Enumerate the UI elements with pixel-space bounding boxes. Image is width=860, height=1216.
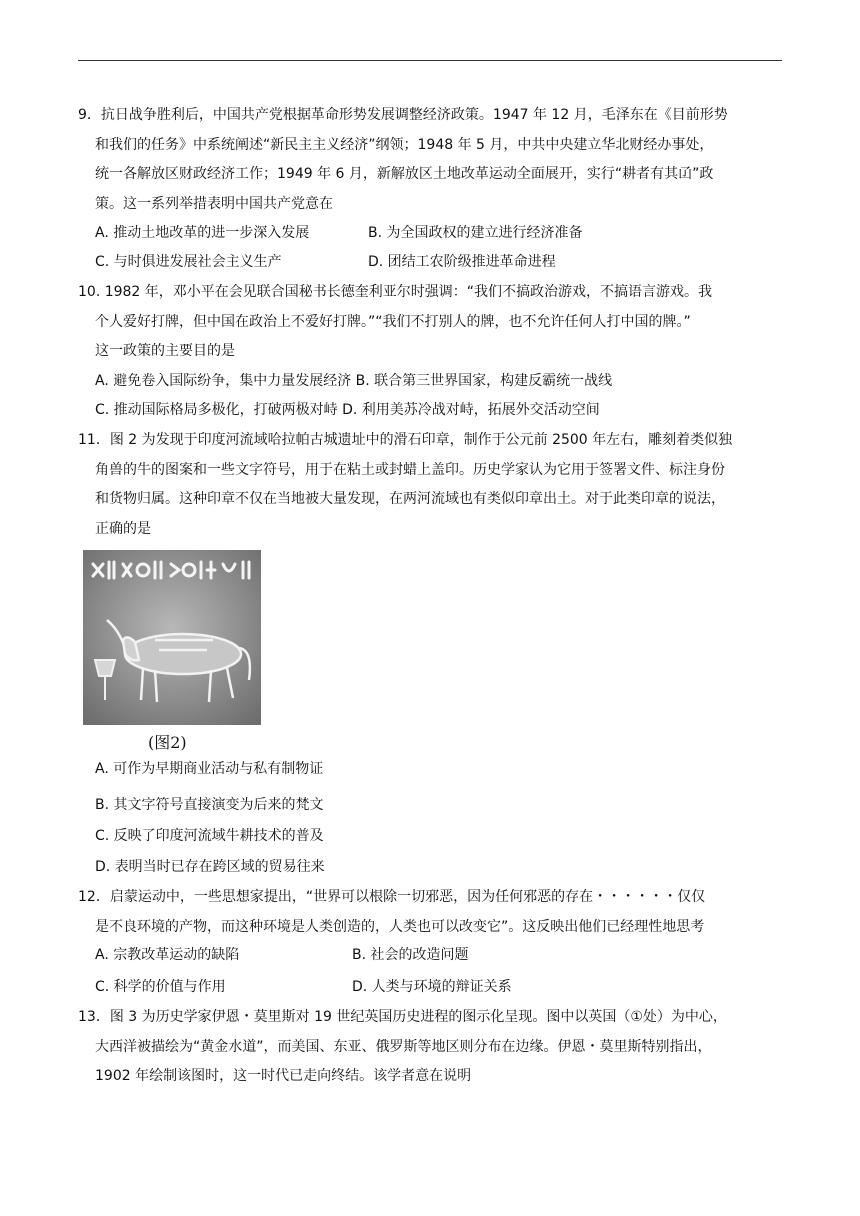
q10-options-cd[interactable]: C. 推动国际格局多极化，打破两极对峙 D. 利用美苏冷战对峙，拓展外交活动空间	[95, 402, 600, 418]
q11-line-4: 正确的是	[95, 520, 151, 537]
q12-line-1: 12．启蒙运动中，一些思想家提出，“世界可以根除一切邪恶，因为任何邪恶的存在・・・・・・仅仅	[78, 889, 706, 905]
q12-option-d[interactable]: D. 人类与环境的辩证关系	[352, 979, 512, 995]
figure-2-caption: (图2)	[148, 733, 187, 752]
q9-line-2: 和我们的任务》中系统阐述“新民主主义经济”纲领；1948 年 5 月，中共中央建立华北财经办事处，	[95, 136, 714, 153]
question-11-stem	[78, 426, 782, 544]
header-rule	[78, 60, 782, 61]
question-13-stem	[78, 1003, 782, 1092]
q9-option-a[interactable]: A. 推动土地改革的进一步深入发展	[95, 225, 310, 241]
q11-line-2: 角兽的牛的图案和一些文字符号，用于在粘土或封蜡上盖印。历史学家认为它用于签署文件、标注身份	[95, 461, 725, 478]
q10-line-1: 10. 1982 年，邓小平在会见联合国秘书长德奎利亚尔时强调：“我们不搞政治游戏，不搞语言游戏。我	[78, 284, 713, 300]
q11-line-3: 和货物归属。这种印章不仅在当地被大量发现，在两河流域也有类似印章出土。对于此类印章的说法，	[95, 491, 725, 507]
q9-option-d[interactable]: D. 团结工农阶级推进革命进程	[368, 254, 556, 270]
indus-seal-image	[83, 550, 261, 725]
q12-option-b[interactable]: B. 社会的改造问题	[352, 947, 469, 963]
question-9-stem	[78, 101, 782, 219]
q11-line-1: 11．图 2 为发现于印度河流域哈拉帕古城遗址中的滑石印章，制作于公元前 2500 年左右，雕刻着类似独	[78, 432, 733, 448]
q11-option-b[interactable]: B. 其文字符号直接演变为后来的梵文	[95, 797, 324, 813]
question-10-stem	[78, 278, 782, 367]
q9-line-4: 策。这一系列举措表明中国共产党意在	[95, 195, 333, 212]
q12-option-a[interactable]: A. 宗教改革运动的缺陷	[95, 947, 240, 963]
q9-line-1: 9．抗日战争胜利后，中国共产党根据革命形势发展调整经济政策。1947 年 12 月，毛泽东在《目前形势	[78, 107, 728, 123]
q11-option-c[interactable]: C. 反映了印度河流域牛耕技术的普及	[95, 828, 324, 844]
q13-line-3: 1902 年绘制该图时，这一时代已走向终结。该学者意在说明	[95, 1068, 472, 1084]
q9-option-b[interactable]: B. 为全国政权的建立进行经济准备	[368, 225, 583, 241]
q10-options-ab[interactable]: A. 避免卷入国际纷争，集中力量发展经济 B. 联合第三世界国家，构建反霸统一战线	[95, 373, 613, 389]
q13-line-2: 大西洋被描绘为“黄金水道”，而美国、东亚、俄罗斯等地区则分布在边缘。伊恩・莫里斯特别指出，	[95, 1038, 712, 1055]
q9-line-3: 统一各解放区财政经济工作；1949 年 6 月，新解放区土地改革运动全面展开，实行“耕者有其𠙶”政	[95, 166, 714, 182]
q9-option-c[interactable]: C. 与时俱进发展社会主义生产	[95, 254, 282, 270]
q10-line-2: 个人爱好打牌，但中国在政治上不爱好打牌。”“我们不打别人的牌，也不允许任何人打中国的牌。”	[95, 313, 691, 330]
q12-line-2: 是不良环境的产物，而这种环境是人类创造的，人类也可以改变它”。这反映出他们已经理性地思考	[95, 918, 705, 935]
q10-line-3: 这一政策的主要目的是	[95, 343, 235, 359]
q13-line-1: 13．图 3 为历史学家伊恩・莫里斯对 19 世纪英国历史进程的图示化呈现。图中以英国（①处）为中心，	[78, 1009, 727, 1025]
q11-option-a[interactable]: A. 可作为早期商业活动与私有制物证	[95, 761, 324, 777]
question-12-stem	[78, 883, 782, 942]
q12-option-c[interactable]: C. 科学的价值与作用	[95, 979, 226, 995]
q11-option-d[interactable]: D. 表明当时已存在跨区域的贸易往来	[95, 859, 325, 875]
seal-illustration	[83, 550, 261, 725]
